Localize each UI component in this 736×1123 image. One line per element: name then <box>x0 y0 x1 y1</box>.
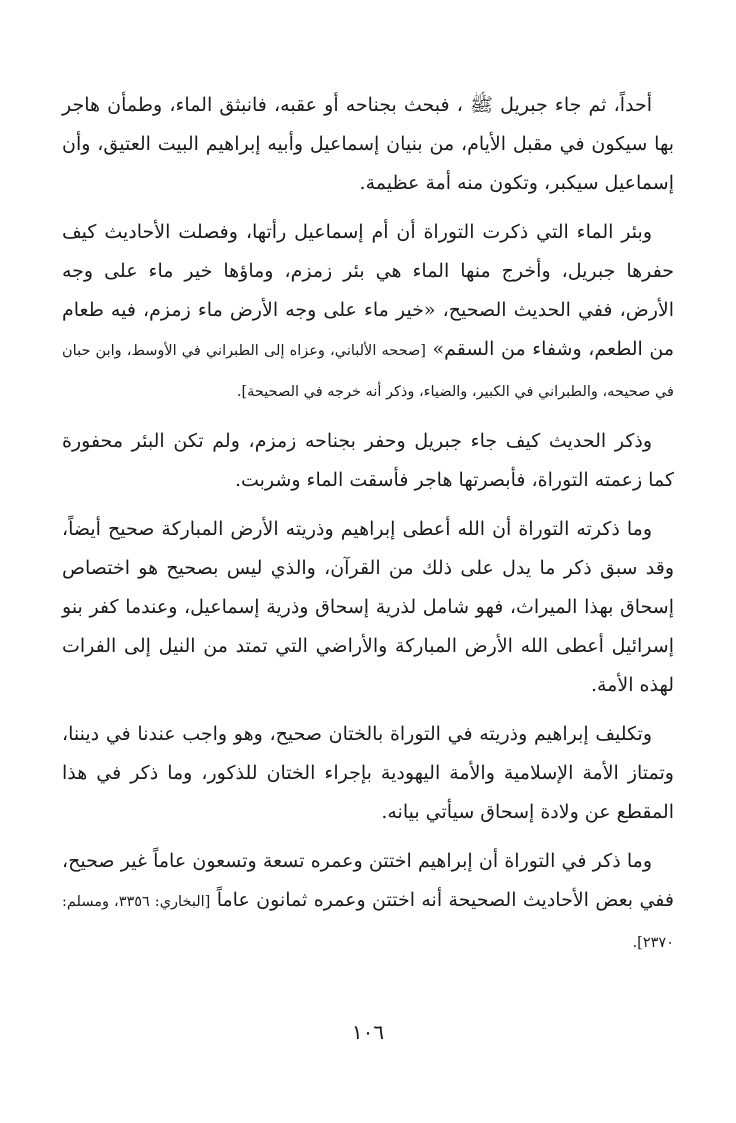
paragraph-3 <box>62 422 674 500</box>
paragraph-4 <box>62 510 674 705</box>
citation-note: [البخاري: ٣٣٥٦، ومسلم: ٢٣٧٠]. <box>62 894 674 951</box>
paragraph-4-text: وما ذكرته التوراة أن الله أعطى إبراهيم وذريته الأرض المباركة صحيح أيضاً، وقد سبق ذكر ما يدل على ذلك من القرآن، والذي ليس بصحيح هو اختصاص إسحاق بهذا الميراث، فهو شامل لذرية إسحاق وذرية إسماعيل، وعندما كفر بنو إسرائيل أعطى الله الأرض المباركة والأراضي التي تمتد من النيل إلى الفرات لهذه الأمة. <box>62 518 674 696</box>
paragraph-2 <box>62 213 674 412</box>
page-number: ١٠٦ <box>351 1020 385 1044</box>
paragraph-5-text: وتكليف إبراهيم وذريته في التوراة بالختان صحيح، وهو واجب عندنا في ديننا، وتمتاز الأمة الإسلامية والأمة اليهودية بإجراء الختان للذكور، وما ذكر في هذا المقطع عن ولادة إسحاق سيأتي بيانه. <box>62 723 674 823</box>
paragraph-3-text: وذكر الحديث كيف جاء جبريل وحفر بجناحه زمزم، ولم تكن البئر محفورة كما زعمته التوراة، فأبصرتها هاجر فأسقت الماء وشربت. <box>62 430 674 491</box>
paragraph-6-text: وما ذكر في التوراة أن إبراهيم اختتن وعمره تسعة وتسعون عاماً غير صحيح، ففي بعض الأحاديث الصحيحة أنه اختتن وعمره ثمانون عاماً <box>62 850 674 911</box>
paragraph-1-text: أحداً، ثم جاء جبريل ﷺ ، فبحث بجناحه أو عقبه، فانبثق الماء، وطمأن هاجر بها سيكون في مقبل الأيام، من بنيان إسماعيل وأبيه إبراهيم البيت العتيق، وأن إسماعيل سيكبر، وتكون منه أمة عظيمة. <box>62 94 674 194</box>
body-text <box>62 86 674 973</box>
paragraph-1 <box>62 86 674 203</box>
paragraph-5 <box>62 715 674 832</box>
paragraph-2-text: وبئر الماء التي ذكرت التوراة أن أم إسماعيل رأتها، وفصلت الأحاديث كيف حفرها جبريل، وأخرج منها الماء هي بئر زمزم، وماؤها خير ماء على وجه الأرض، ففي الحديث الصحيح، «خير ماء على وجه الأرض ماء زمزم، فيه طعام من الطعم، وشفاء من السقم» <box>62 221 675 360</box>
citation-note: [صححه الألباني، وعزاه إلى الطبراني في الأوسط، وابن حبان في صحيحه، والطبراني في الكبير، والضياء، وذكر أنه خرجه في الصحيحة]. <box>62 343 674 400</box>
paragraph-6 <box>62 842 674 963</box>
